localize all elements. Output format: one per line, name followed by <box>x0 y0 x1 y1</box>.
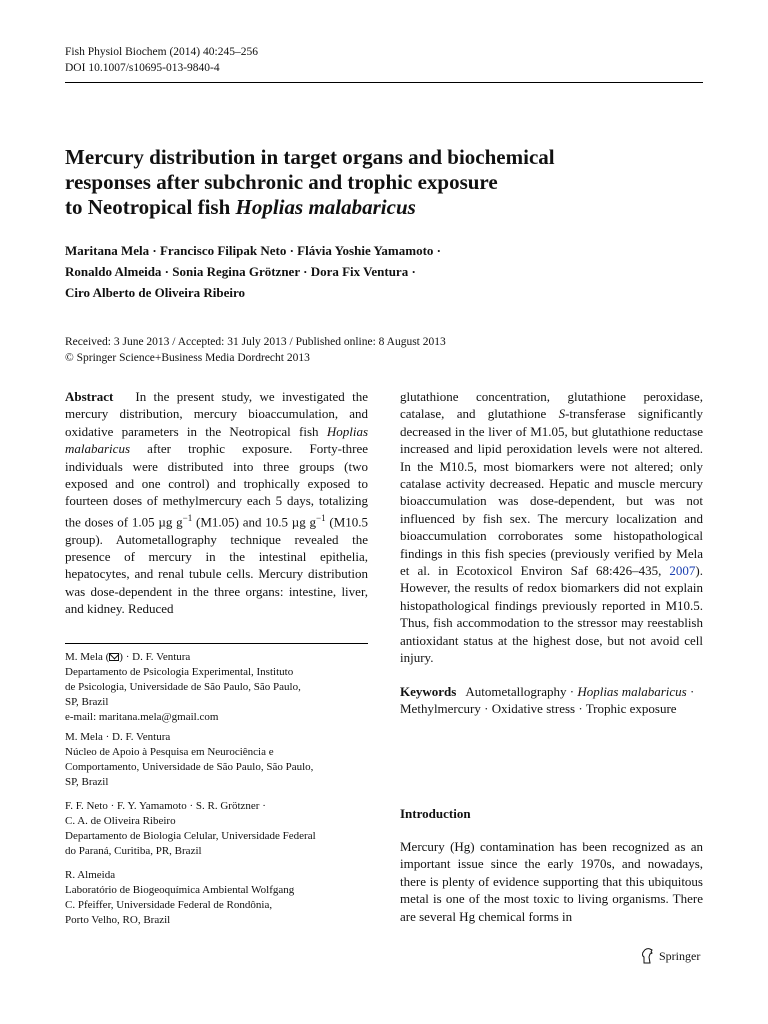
abstract-right-p2: -transferase significantly decreased in the liver of M1.05, but glutathione reductase increased and lipid peroxidation levels were not altered. In the M10.5, most biomarkers were not altered; only catalase activity decreased. Hepatic and muscle mercury bioaccumulation was dose-dependent, but was not influenced by fish sex. The mercury localization and bioaccumulation corroborates some histopathological findings in this fish species (previously verified by Mela et al. in Ecotoxicol Environ Saf 68:426–435, <box>400 406 704 579</box>
affiliation-4-line: Laboratório de Biogeoquímica Ambiental Wolfgang <box>65 884 295 896</box>
affiliation-2 <box>65 730 368 790</box>
affiliation-2-names: M. Mela · D. F. Ventura <box>65 731 171 743</box>
title-line-3 <box>65 195 665 220</box>
authors-line-3: Ciro Alberto de Oliveira Ribeiro <box>65 285 246 300</box>
abstract-p2: after trophic exposure. Forty-three individuals were distributed into three groups (two exposed and one control) and trophically exposed to fourteen doses of methylmercury each 5 days, totalizing the doses of 1.05 µg g <box>65 441 368 530</box>
affiliation-2-line: Núcleo de Apoio à Pesquisa em Neurociência e <box>65 746 274 758</box>
authors-line-1: Maritana Mela · Francisco Filipak Neto · Flávia Yoshie Yamamoto · <box>65 243 441 258</box>
abstract-right-column <box>400 388 703 667</box>
affiliation-3 <box>65 799 368 859</box>
affiliation-4-names: R. Almeida <box>65 869 116 881</box>
abstract-right-p1: glutathione concentration, glutathione peroxidase, catalase, and glutathione <box>400 389 703 422</box>
journal-citation: Fish Physiol Biochem (2014) 40:245–256 <box>65 46 258 58</box>
keywords-part-3: · Methylmercury · Oxidative stress · Trophic exposure <box>400 684 695 717</box>
affiliation-1-line: Departamento de Psicologia Experimental, Instituto <box>65 666 294 678</box>
publisher-footer <box>640 948 700 964</box>
affiliation-2-line: SP, Brazil <box>65 776 109 788</box>
keywords <box>400 683 703 718</box>
authors-line-2: Ronaldo Almeida · Sonia Regina Grötzner · Dora Fix Ventura · <box>65 264 416 279</box>
unit-exponent-1: −1 <box>182 512 193 523</box>
abstract-text-left <box>65 388 368 618</box>
dates-line: Received: 3 June 2013 / Accepted: 31 July 2013 / Published online: 8 August 2013 <box>65 336 446 348</box>
affiliation-3-line: do Paraná, Curitiba, PR, Brazil <box>65 845 202 857</box>
abstract-left-column <box>65 388 368 618</box>
affiliation-3-line: Departamento de Biologia Celular, Universidade Federal <box>65 830 316 842</box>
affiliation-1-line: de Psicologia, Universidade de São Paulo, São Paulo, <box>65 681 301 693</box>
affiliation-4-line: C. Pfeiffer, Universidade Federal de Rondônia, <box>65 899 273 911</box>
author-list <box>65 240 625 303</box>
affiliation-3-line: C. A. de Oliveira Ribeiro <box>65 815 176 827</box>
abstract-p1: In the present study, we investigated the mercury distribution, mercury bioaccumulation, and oxidative parameters in the Neotropical fish <box>65 389 369 439</box>
abstract-text-right <box>400 388 703 667</box>
introduction-heading: Introduction <box>400 806 471 821</box>
keywords-species: Hoplias malabaricus <box>577 684 687 699</box>
affiliation-1-name-prefix: M. Mela ( <box>65 651 110 663</box>
publisher-name: Springer <box>659 948 701 963</box>
keywords-part-1: Autometallography · <box>465 684 578 699</box>
keywords-heading: Keywords <box>400 684 457 699</box>
publication-dates <box>65 334 585 366</box>
title-line-2: responses after subchronic and trophic exposure <box>65 170 498 194</box>
abstract-heading: Abstract <box>65 389 114 404</box>
citation-link-2007[interactable]: 2007 <box>669 563 696 579</box>
affiliation-4 <box>65 868 368 928</box>
title-species: Hoplias malabaricus <box>235 195 416 219</box>
envelope-icon[interactable] <box>109 653 119 661</box>
footnote-rule <box>65 643 368 644</box>
copyright-line: © Springer Science+Business Media Dordrecht 2013 <box>65 352 310 364</box>
affiliation-1-line: SP, Brazil <box>65 696 109 708</box>
affiliation-4-line: Porto Velho, RO, Brazil <box>65 914 171 926</box>
doi[interactable]: DOI 10.1007/s10695-013-9840-4 <box>65 62 220 74</box>
article-title <box>65 145 665 220</box>
introduction-paragraph: Mercury (Hg) contamination has been recognized as an important issue since the early 1970s, and nowadays, there is plenty of evidence supporting that this ubiquitous metal is one of the most toxic to living organisms. There are several Hg chemical forms in <box>400 839 703 924</box>
affiliation-1 <box>65 650 368 725</box>
abstract-p3: (M1.05) and 10.5 µg g <box>192 514 317 530</box>
abstract-p4: (M10.5 group). Autometallography technique revealed the presence of mercury in the intestinal epithelia, hepatocytes, and renal tubule cells. Mercury distribution was dose-dependent in the three organs: intestine, liver, and kidney. Reduced <box>65 514 369 617</box>
title-line-3-text: to Neotropical fish <box>65 195 236 219</box>
springer-horse-icon <box>640 948 654 964</box>
title-line-1: Mercury distribution in target organs and biochemical <box>65 145 555 169</box>
abstract-species: Hoplias malabaricus <box>65 423 368 457</box>
header-rule <box>65 82 703 83</box>
affiliation-2-line: Comportamento, Universidade de São Paulo, São Paulo, <box>65 761 314 773</box>
corresponding-email[interactable]: e-mail: maritana.mela@gmail.com <box>65 711 219 723</box>
affiliation-3-names: F. F. Neto · F. Y. Yamamoto · S. R. Grötzner · <box>65 800 266 812</box>
affiliation-1-name-suffix: ) · D. F. Ventura <box>119 651 191 663</box>
journal-header <box>65 44 258 76</box>
abstract-right-p3: ). However, the results of redox biomarkers did not explain histopathological findings previously reported in M10.5. Thus, fish accommodation to the stressor may reestablish antioxidant status at the highest dose, but not avoid cell injury. <box>400 563 703 666</box>
unit-exponent-2: −1 <box>316 512 326 523</box>
affiliation-1-names <box>65 650 368 665</box>
abstract-right-s: S <box>558 406 566 422</box>
